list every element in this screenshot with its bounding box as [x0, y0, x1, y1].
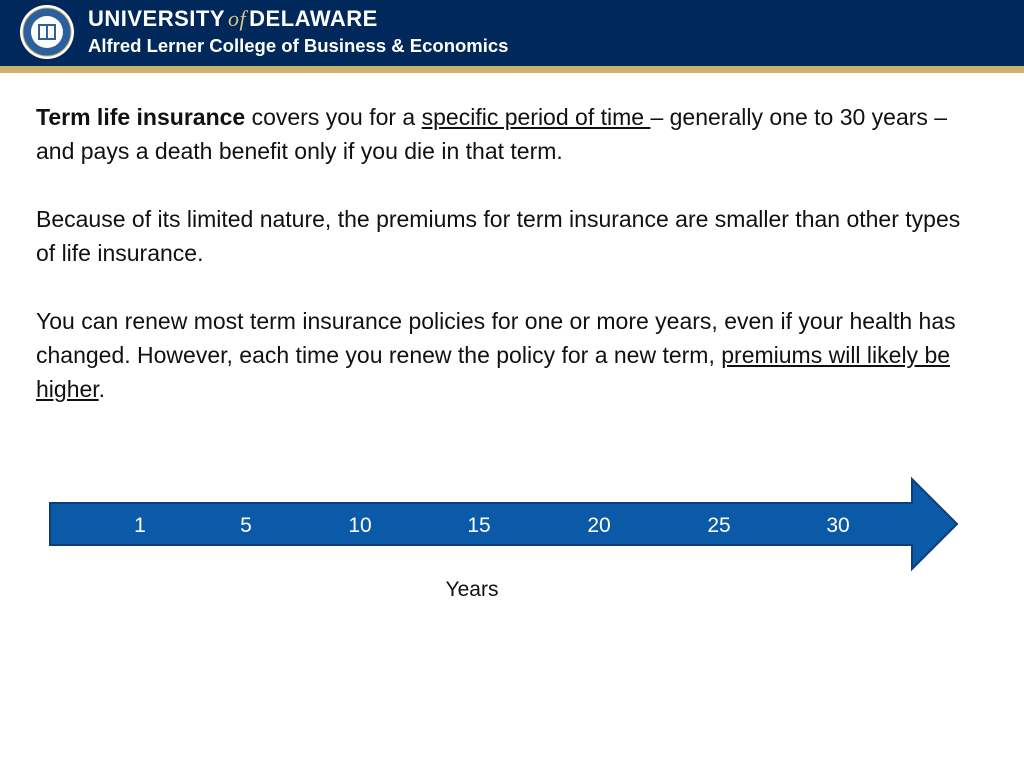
college-name: Alfred Lerner College of Business & Economics — [88, 35, 509, 56]
paragraph-renewal — [36, 304, 976, 406]
term-life-heading: Term life insurance — [36, 104, 246, 130]
timeline-tick-15: 15 — [467, 514, 491, 537]
university-name-part2: DELAWARE — [249, 6, 378, 31]
paragraph-premiums: Because of its limited nature, the premiums for term insurance are smaller than other types of life insurance. — [36, 206, 961, 266]
gold-divider — [0, 66, 1024, 73]
paragraph-text: – generally one to 30 years – and pays a death benefit only if you die in that term. — [36, 104, 948, 164]
specific-period-underline: specific period of time — [421, 104, 651, 130]
timeline-arrow — [48, 476, 960, 572]
timeline-tick-20: 20 — [587, 514, 611, 537]
university-name — [88, 6, 378, 32]
timeline-tick-10: 10 — [348, 514, 372, 537]
paragraph-text: covers you for a — [245, 104, 422, 130]
paragraph-end: . — [98, 376, 106, 402]
timeline-tick-30: 30 — [826, 514, 850, 537]
arrow-shape — [50, 479, 957, 569]
timeline-tick-25: 25 — [707, 514, 731, 537]
slide-body — [36, 100, 976, 440]
university-name-part1: UNIVERSITY — [88, 6, 226, 31]
paragraph-term-definition — [36, 100, 976, 168]
years-axis-label: Years — [445, 578, 499, 601]
paragraph-text: You can renew most term insurance policies for one or more years, even if your health has changed. However, each time you renew the policy for a new term, — [36, 308, 956, 368]
header-bar — [0, 0, 1024, 66]
timeline-tick-5: 5 — [240, 514, 252, 537]
timeline-tick-1: 1 — [134, 514, 146, 537]
university-name-of: of — [228, 6, 247, 31]
higher-premiums-underline: premiums will likely be higher — [36, 342, 951, 402]
university-seal-icon — [19, 4, 75, 60]
